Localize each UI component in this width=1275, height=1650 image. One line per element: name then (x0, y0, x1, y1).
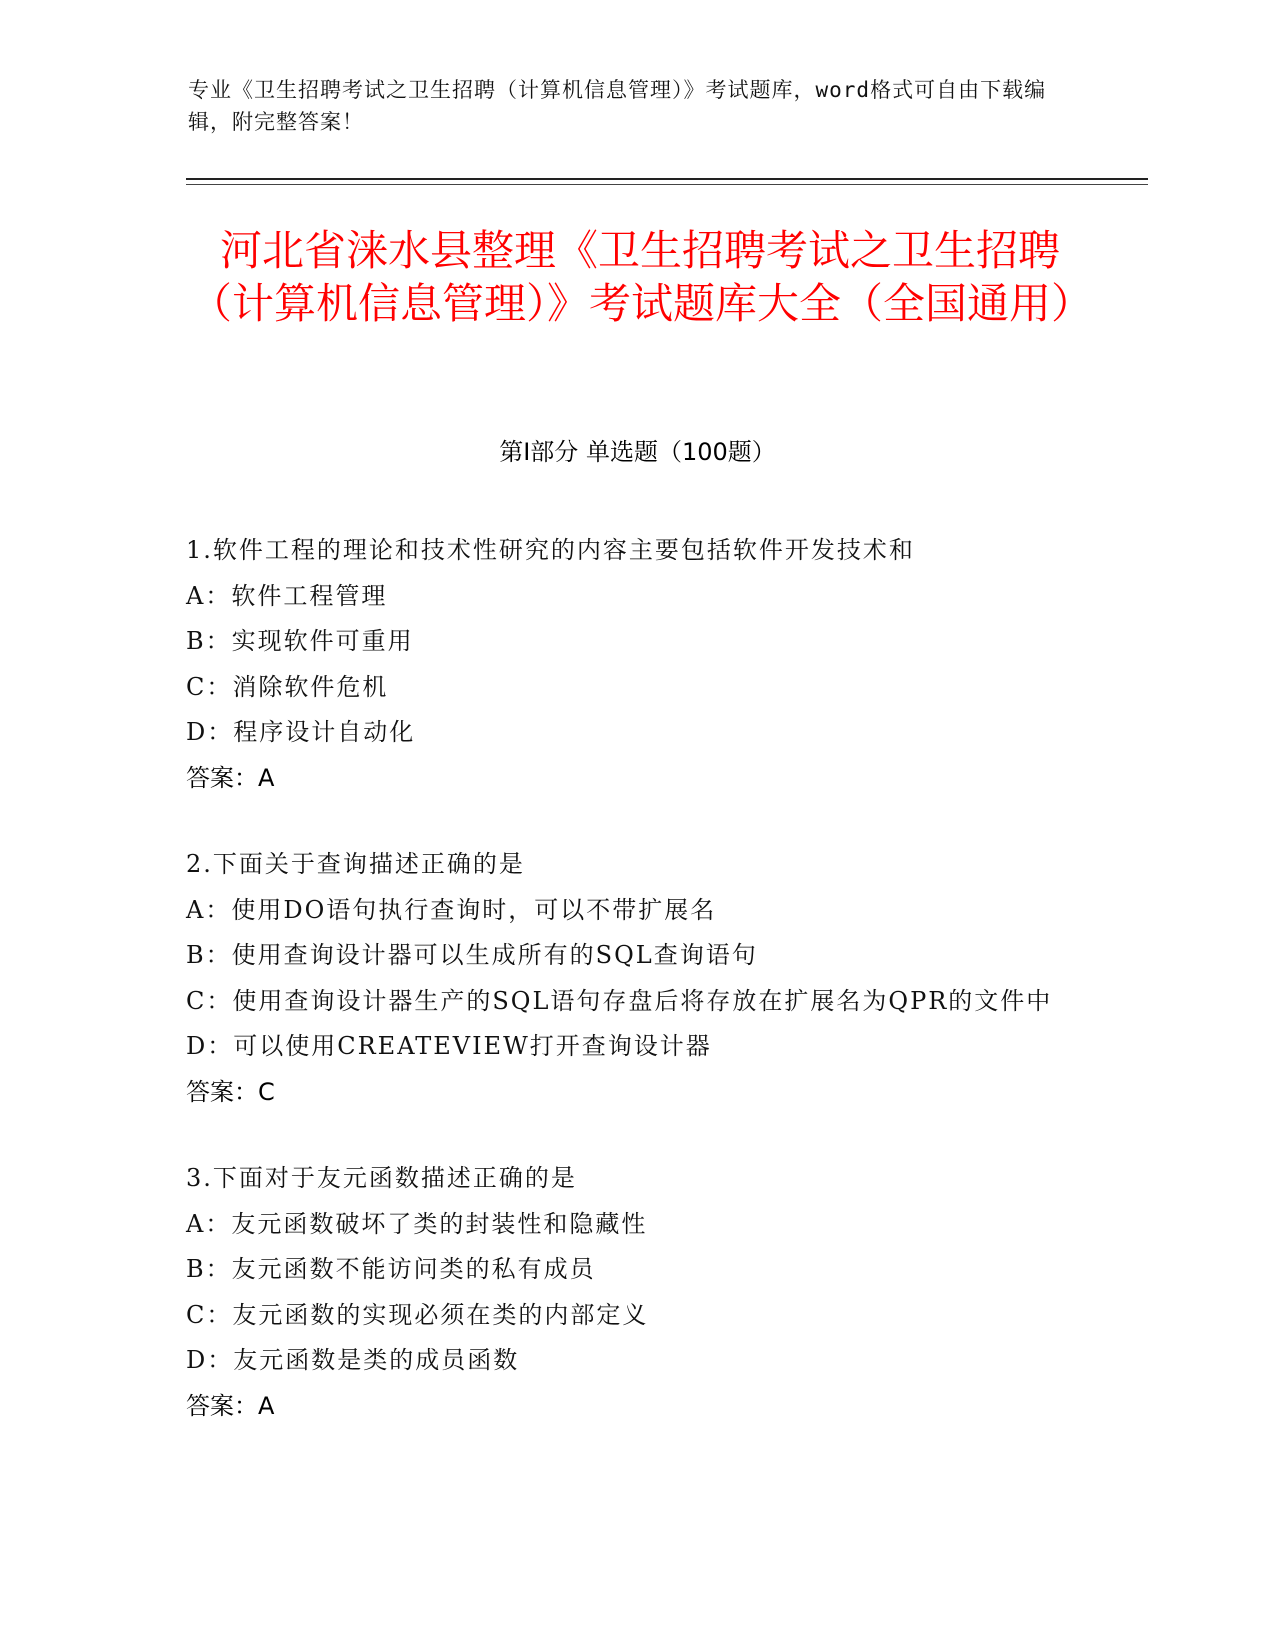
option-a: A：使用DO语句执行查询时，可以不带扩展名 (186, 895, 717, 924)
question-stem: 3.下面对于友元函数描述正确的是 (186, 1164, 577, 1192)
answer-text: 答案：A (186, 1391, 275, 1420)
option-b: B：使用查询设计器可以生成所有的SQL查询语句 (186, 941, 758, 969)
section-heading: 第I部分 单选题（100题） (499, 438, 776, 466)
option-b: B：友元函数不能访问类的私有成员 (186, 1255, 596, 1283)
question-list (186, 528, 1066, 1470)
question-item (186, 1156, 1066, 1429)
option-b: B：实现软件可重用 (186, 627, 414, 655)
option-c: C：使用查询设计器生产的SQL语句存盘后将存放在扩展名为QPR的文件中 (186, 986, 1053, 1015)
document-title: 河北省涞水县整理《卫生招聘考试之卫生招聘（计算机信息管理）》考试题库大全（全国通用） (190, 226, 1094, 328)
question-item (186, 528, 1066, 801)
option-a: A：友元函数破坏了类的封装性和隐藏性 (186, 1209, 648, 1238)
answer-text: 答案：A (186, 763, 275, 792)
question-stem: 2.下面关于查询描述正确的是 (186, 850, 525, 878)
answer-text: 答案：C (186, 1077, 275, 1106)
option-d: D：可以使用CREATEVIEW打开查询设计器 (186, 1032, 712, 1060)
question-stem: 1.软件工程的理论和技术性研究的内容主要包括软件开发技术和 (186, 536, 915, 564)
option-d: D：友元函数是类的成员函数 (186, 1346, 520, 1374)
header-divider-thin (186, 184, 1148, 185)
option-a: A：软件工程管理 (186, 581, 388, 610)
header-note: 专业《卫生招聘考试之卫生招聘（计算机信息管理）》考试题库，word格式可自由下载编辑，附完整答案！ (188, 78, 1047, 134)
question-item (186, 842, 1066, 1115)
option-d: D：程序设计自动化 (186, 718, 416, 746)
option-c: C：消除软件危机 (186, 672, 389, 701)
option-c: C：友元函数的实现必须在类的内部定义 (186, 1300, 649, 1329)
header-divider (186, 178, 1148, 180)
